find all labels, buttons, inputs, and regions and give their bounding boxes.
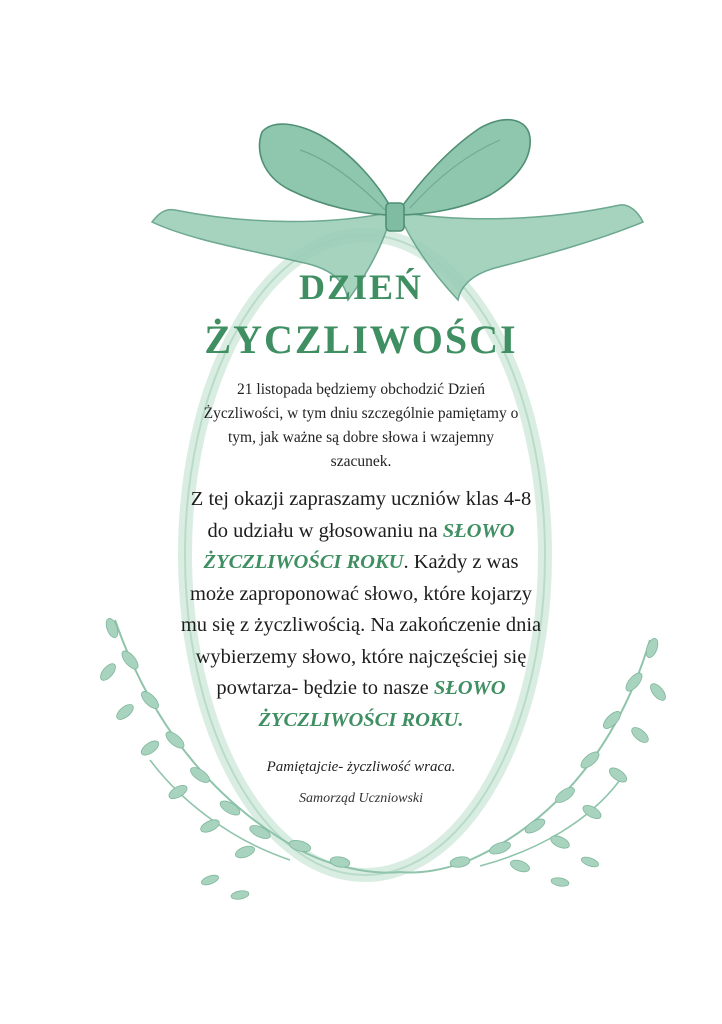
- title-line-2: ŻYCZLIWOŚCI: [204, 317, 518, 362]
- signature: Samorząd Uczniowski: [298, 791, 424, 806]
- main-text-part-2: . Każdy z was może zaproponować słowo, które kojarzy mu się z życzliwością. Na zakończenie dnia wybierzemy słowo, które najczęściej się powtarza- będzie to nasze: [180, 551, 542, 699]
- highlight-contest-name-1: SŁOWO ŻYCZLIWOŚCI ROKU: [203, 519, 515, 573]
- main-paragraph: [180, 484, 542, 736]
- motto: Pamiętajcie- życzliwość wraca.: [266, 759, 456, 775]
- title-line-1: DZIEŃ: [298, 267, 424, 307]
- highlight-contest-name-2: SŁOWO ŻYCZLIWOŚCI ROKU.: [258, 677, 506, 731]
- main-text-part-1: Z tej okazji zapraszamy uczniów klas 4-8 do udziału w głosowaniu na: [190, 488, 532, 542]
- intro-paragraph: 21 listopada będziemy obchodzić Dzień Życzliwości, w tym dniu szczególnie pamiętamy o tym, jak ważne są dobre słowa i wzajemny szacunek.: [203, 381, 519, 470]
